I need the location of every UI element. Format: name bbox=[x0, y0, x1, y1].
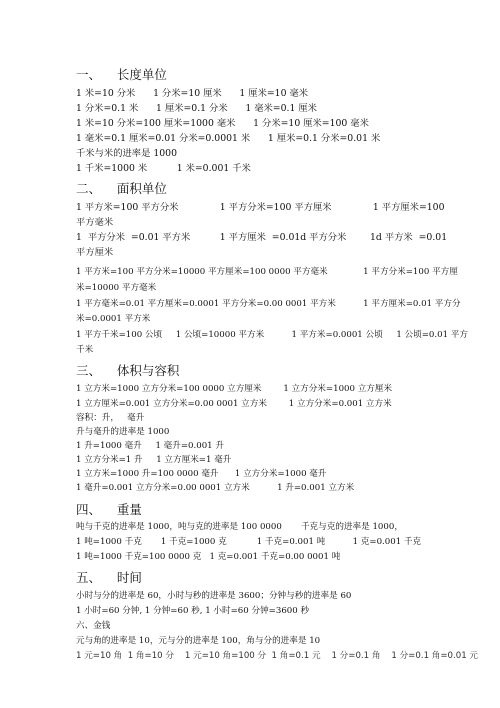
text-line: 1 吨=1000 千克 1 千克=1000 克 1 千克=0.001 吨 1 克=0.001 千克 bbox=[76, 537, 422, 547]
text-line: 千米 bbox=[76, 345, 94, 355]
text-line: 小时与分的进率是 60，小时与秒的进率是 3600；分钟与秒的进率是 60 bbox=[76, 591, 352, 601]
section-heading-money: 六、金钱 bbox=[76, 621, 111, 631]
text-line: 米=0.0001 平方米 bbox=[76, 314, 151, 324]
text-line: 1 千米=1000 米 1 米=0.001 千米 bbox=[76, 163, 251, 174]
text-line: 1 米=10 分米 1 分米=10 厘米 1 厘米=10 毫米 bbox=[76, 88, 309, 99]
text-line: 1 米=10 分米=100 厘米=1000 毫米 1 分米=10 厘米=100 毫米 bbox=[76, 118, 369, 129]
section-heading-time: 五、 时间 bbox=[76, 570, 142, 585]
text-line: 1 吨=1000 千克=100 0000 克 1 克=0.001 千克=0.00 0001 吨 bbox=[76, 552, 341, 562]
section-heading-length: 一、 长度单位 bbox=[76, 67, 167, 82]
section-heading-volume: 三、 体积与容积 bbox=[76, 363, 180, 378]
text-line: 1 小时=60 分钟, 1 分钟=60 秒, 1 小时=60 分钟=3600 秒 bbox=[76, 606, 310, 616]
text-line: 元与角的进率是 10，元与分的进率是 100，角与分的进率是 10 bbox=[76, 636, 321, 646]
text-line: 1 毫升=0.001 立方分米=0.00 0001 立方米 1 升=0.001 立方米 bbox=[76, 483, 355, 493]
text-line: 1 平方米=100 平方分米 1 平方分米=100 平方厘米 1 平方厘米=100 bbox=[76, 202, 445, 213]
text-line: 1 立方米=1000 升=100 0000 毫升 1 立方分米=1000 毫升 bbox=[76, 469, 327, 479]
text-line: 1 元=10 角 1 角=10 分 1 元=10 角=100 分 1 角=0.1 元 1 分=0.1 角 1 分=0.1 角=0.01 元 bbox=[76, 651, 479, 661]
text-line: 米=10000 平方毫米 bbox=[76, 283, 157, 293]
text-line: 1 立方米=1000 立方分米=100 0000 立方厘米 1 立方分米=1000 立方厘米 bbox=[76, 384, 393, 394]
text-line: 容积：升， 毫升 bbox=[76, 413, 145, 423]
text-line: 1 平方毫米=0.01 平方厘米=0.0001 平方分米=0.00 0001 平方米 1 平方厘米=0.01 平方分 bbox=[76, 299, 461, 309]
text-line: 1 立方厘米=0.001 立方分米=0.00 0001 立方米 1 立方分米=0.001 立方米 bbox=[76, 399, 392, 409]
text-line: 平方毫米 bbox=[76, 217, 114, 228]
text-line: 1 分米=0.1 米 1 厘米=0.1 分米 1 毫米=0.1 厘米 bbox=[76, 103, 317, 114]
text-line: 1 立方分米=1 升 1 立方厘米=1 毫升 bbox=[76, 455, 232, 465]
text-line: 千米与米的进率是 1000 bbox=[76, 148, 177, 159]
text-line: 1 平方米=100 平方分米=10000 平方厘米=100 0000 平方毫米 1 平方分米=100 平方厘 bbox=[76, 267, 458, 277]
text-line: 1 毫米=0.1 厘米=0.01 分米=0.0001 米 1 厘米=0.1 分米=0.01 米 bbox=[76, 133, 381, 144]
text-line: 吨与千克的进率是 1000，吨与克的进率是 100 0000 千克与克的进率是 1000， bbox=[76, 522, 403, 532]
text-line: 升与毫升的进率是 1000 bbox=[76, 427, 170, 437]
section-heading-area: 二、 面积单位 bbox=[76, 181, 167, 196]
text-line: 1 平方千米=100 公顷 1 公顷=10000 平方米 1 平方米=0.0001 公顷 1 公顷=0.01 平方 bbox=[76, 330, 468, 340]
text-line: 1 升=1000 毫升 1 毫升=0.001 升 bbox=[76, 441, 224, 451]
text-line: 平方厘米 bbox=[76, 247, 114, 258]
text-line: 1 平方分米 =0.01 平方米 1 平方厘米 =0.01d 平方分米 1d 平方米 =0.01 bbox=[76, 232, 448, 243]
section-heading-weight: 四、 重量 bbox=[76, 502, 142, 517]
